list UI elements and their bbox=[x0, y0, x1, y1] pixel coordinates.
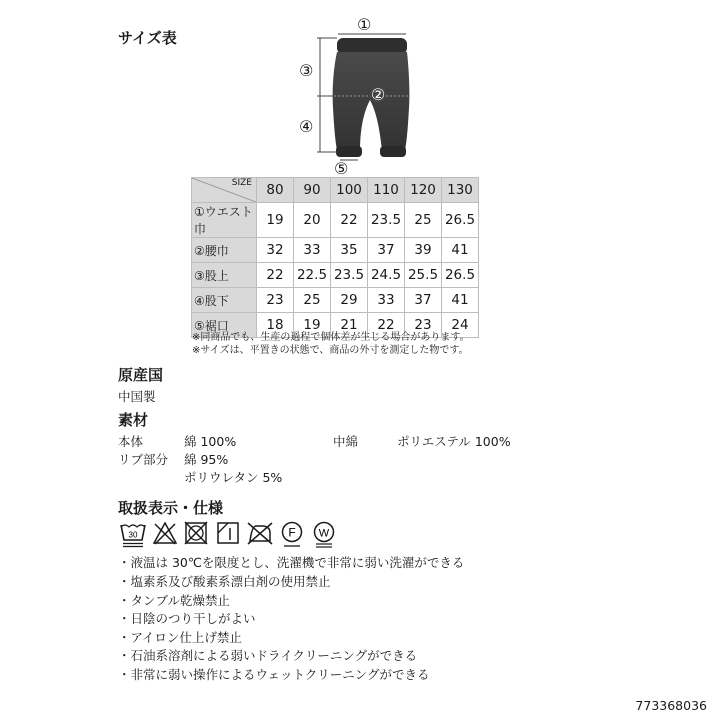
list-item: ・塩素系及び酸素系漂白剤の使用禁止 bbox=[118, 574, 331, 589]
list-item: ・非常に弱い操作によるウェットクリーニングができる bbox=[118, 667, 430, 682]
dryclean-f-gentle-icon bbox=[280, 521, 304, 553]
table-cell: 18 bbox=[257, 313, 294, 338]
shade-line-dry-icon bbox=[216, 521, 240, 549]
table-cell: 22.5 bbox=[294, 263, 331, 288]
table-cell: 23.5 bbox=[331, 263, 368, 288]
product-code: 773368036 bbox=[635, 698, 707, 713]
no-iron-icon bbox=[246, 521, 274, 549]
table-cell: 29 bbox=[331, 288, 368, 313]
material-rib-value-2: ポリウレタン 5% bbox=[184, 470, 283, 485]
table-cell: 23 bbox=[405, 313, 442, 338]
row-label-hem: ⑤裾口 bbox=[192, 313, 257, 338]
pants-measurement-diagram bbox=[290, 15, 430, 175]
material-padding-label: 中綿 bbox=[333, 434, 359, 449]
table-cell: 39 bbox=[405, 238, 442, 263]
size-note-2: ※サイズは、平置きの状態で、商品の外寸を測定した物です。 bbox=[192, 345, 469, 356]
table-cell: 19 bbox=[294, 313, 331, 338]
pants-waistband bbox=[337, 38, 407, 54]
row-label-inseam: ④股下 bbox=[192, 288, 257, 313]
pants-right-cuff bbox=[380, 146, 406, 157]
list-item: ・液温は 30℃を限度とし、洗濯機で非常に弱い洗濯ができる bbox=[118, 555, 465, 570]
size-table-corner bbox=[192, 178, 257, 203]
size-header-110: 110 bbox=[368, 178, 405, 203]
size-corner-label: SIZE bbox=[231, 178, 252, 188]
marker-2: ② bbox=[370, 85, 386, 104]
marker-5: ⑤ bbox=[334, 159, 349, 178]
table-cell: 20 bbox=[294, 203, 331, 238]
size-header-90: 90 bbox=[294, 178, 331, 203]
material-rib-label: リブ部分 bbox=[118, 452, 169, 467]
size-table-header-row bbox=[192, 178, 479, 203]
table-cell: 26.5 bbox=[442, 203, 479, 238]
row-label-waist: ①ウエスト巾 bbox=[192, 203, 257, 238]
size-table bbox=[191, 177, 479, 338]
table-row bbox=[192, 238, 479, 263]
table-cell: 24 bbox=[442, 313, 479, 338]
table-row bbox=[192, 263, 479, 288]
marker-1: ① bbox=[357, 15, 372, 34]
table-cell: 25.5 bbox=[405, 263, 442, 288]
table-cell: 33 bbox=[294, 238, 331, 263]
table-cell: 37 bbox=[405, 288, 442, 313]
table-row bbox=[192, 288, 479, 313]
table-cell: 21 bbox=[331, 313, 368, 338]
marker-4: ④ bbox=[299, 117, 314, 136]
table-cell: 41 bbox=[442, 288, 479, 313]
table-cell: 24.5 bbox=[368, 263, 405, 288]
table-cell: 22 bbox=[257, 263, 294, 288]
origin-value: 中国製 bbox=[118, 389, 156, 404]
table-cell: 26.5 bbox=[442, 263, 479, 288]
dryclean-letter: F bbox=[288, 525, 296, 540]
table-cell: 37 bbox=[368, 238, 405, 263]
material-rib-value-1: 綿 95% bbox=[184, 452, 229, 467]
wetclean-w-gentle-icon bbox=[312, 521, 336, 553]
table-cell: 22 bbox=[331, 203, 368, 238]
table-cell: 23.5 bbox=[368, 203, 405, 238]
material-body-label: 本体 bbox=[118, 434, 144, 449]
table-cell: 19 bbox=[257, 203, 294, 238]
table-cell: 35 bbox=[331, 238, 368, 263]
table-cell: 41 bbox=[442, 238, 479, 263]
size-note-1: ※同商品でも、生産の過程で個体差が生じる場合があります。 bbox=[192, 332, 470, 343]
table-cell: 25 bbox=[294, 288, 331, 313]
wash-temp-label: 30 bbox=[128, 530, 138, 540]
size-header-100: 100 bbox=[331, 178, 368, 203]
no-bleach-icon bbox=[152, 521, 178, 549]
row-label-rise: ③股上 bbox=[192, 263, 257, 288]
size-header-80: 80 bbox=[257, 178, 294, 203]
list-item: ・石油系溶剤による弱いドライクリーニングができる bbox=[118, 648, 418, 663]
marker-3: ③ bbox=[299, 61, 314, 80]
size-header-120: 120 bbox=[405, 178, 442, 203]
care-heading: 取扱表示・仕様 bbox=[118, 499, 224, 517]
no-tumble-dry-icon bbox=[184, 521, 208, 549]
wetclean-letter: W bbox=[318, 527, 330, 540]
table-cell: 25 bbox=[405, 203, 442, 238]
material-heading: 素材 bbox=[118, 411, 149, 429]
list-item: ・タンブル乾燥禁止 bbox=[118, 593, 231, 608]
table-cell: 33 bbox=[368, 288, 405, 313]
table-cell: 22 bbox=[368, 313, 405, 338]
size-chart-heading: サイズ表 bbox=[118, 29, 177, 47]
wash-30-gentle-icon bbox=[120, 521, 146, 553]
size-header-130: 130 bbox=[442, 178, 479, 203]
list-item: ・日陰のつり干しがよい bbox=[118, 611, 256, 626]
table-cell: 32 bbox=[257, 238, 294, 263]
row-label-hip: ②腰巾 bbox=[192, 238, 257, 263]
origin-heading: 原産国 bbox=[118, 366, 164, 384]
table-cell: 23 bbox=[257, 288, 294, 313]
pants-left-cuff bbox=[336, 146, 362, 157]
material-body-value: 綿 100% bbox=[184, 434, 237, 449]
table-row bbox=[192, 203, 479, 238]
material-padding-value: ポリエステル 100% bbox=[397, 434, 511, 449]
list-item: ・アイロン仕上げ禁止 bbox=[118, 630, 242, 645]
